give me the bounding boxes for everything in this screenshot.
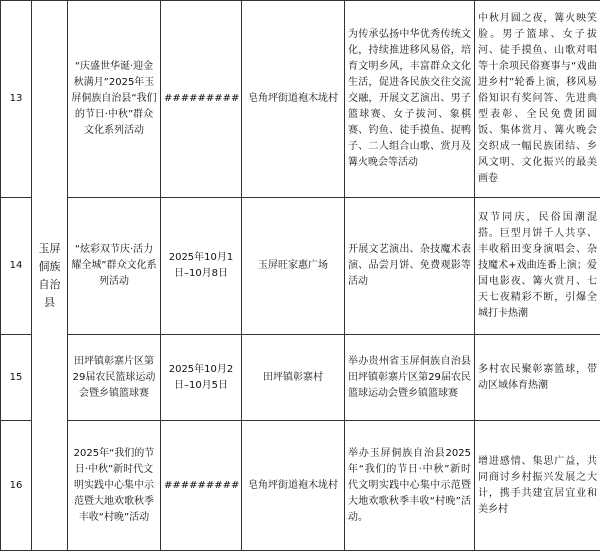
activity-feature: 增进感情、集思广益，共同商讨乡村振兴发展之大计，携手共建宜居宜业和美乡村 <box>475 421 600 551</box>
activity-date: 2025年10月1日–10月8日 <box>161 198 242 335</box>
county-cell: 玉屏侗族自治县 <box>32 1 68 551</box>
activity-content: 开展文艺演出、杂技魔术表演、品尝月饼、免费观影等活动 <box>345 198 475 335</box>
activity-date: ######### <box>161 1 242 198</box>
row-number: 13 <box>1 1 32 198</box>
row-number: 15 <box>1 335 32 421</box>
activity-venue: 玉屏旺家惠广场 <box>242 198 345 335</box>
table-row <box>1 1 600 198</box>
activity-content: 为传承弘扬中华优秀传统文化，持续推进移风易俗，培育文明乡风，丰富群众文化生活，促进各民族交往交流交融，开展文艺演出、男子篮球赛、女子拔河、象棋赛、钓鱼、徒手摸鱼、捉鸭子、二人组合山歌、赏月及篝火晚会等活动 <box>345 1 475 198</box>
activity-feature: 双节同庆，民俗国潮混搭。巨型月饼千人共享、丰收稻田变身演唱会、杂技魔术+戏曲连番上演；爱国电影夜、篝火赏月、七天七夜精彩不断，引爆全城打卡热潮 <box>475 198 600 335</box>
activity-venue: 皂角坪街道袍木垅村 <box>242 421 345 551</box>
activity-name: 2025年“我们的节日·中秋”新时代文明实践中心集中示范暨大地欢歌秋季丰收“村晚”活动 <box>68 421 161 551</box>
activity-feature: 中秋月圆之夜，篝火映笑脸。男子篮球、女子拔河、徒手摸鱼、山歌对唱等十余项民俗赛事与“戏曲进乡村”轮番上演，移风易俗知识有奖问答、先进典型表彰、全民免费团圆饭、集体赏月、篝火晚会交织成一幅民族团结、乡风文明、文化振兴的最美画卷 <box>475 1 600 198</box>
table-row <box>1 198 600 335</box>
activity-name: “庆盛世华诞·迎金秋满月”2025年玉屏侗族自治县“我们的节日·中秋”群众文化系列活动 <box>68 1 161 198</box>
activity-content: 举办玉屏侗族自治县2025年“我们的节日·中秋”新时代文明实践中心集中示范暨大地欢歌秋季丰收“村晚”活动。 <box>345 421 475 551</box>
row-number: 16 <box>1 421 32 551</box>
activity-venue: 田坪镇彰寨村 <box>242 335 345 421</box>
activity-content: 举办贵州省玉屏侗族自治县田坪镇彰寨片区第29届农民篮球运动会暨乡镇篮球赛 <box>345 335 475 421</box>
table-row <box>1 335 600 421</box>
table-row <box>1 421 600 551</box>
row-number: 14 <box>1 198 32 335</box>
activity-feature: 多村农民聚彰寨篮球，带动区域体育热潮 <box>475 335 600 421</box>
activity-name: 田坪镇彰寨片区第29届农民篮球运动会暨乡镇篮球赛 <box>68 335 161 421</box>
activity-venue: 皂角坪街道袍木垅村 <box>242 1 345 198</box>
activity-name: “炫彩双节庆·活力耀全城”群众文化系列活动 <box>68 198 161 335</box>
activity-date: ######### <box>161 421 242 551</box>
activity-date: 2025年10月2日–10月5日 <box>161 335 242 421</box>
